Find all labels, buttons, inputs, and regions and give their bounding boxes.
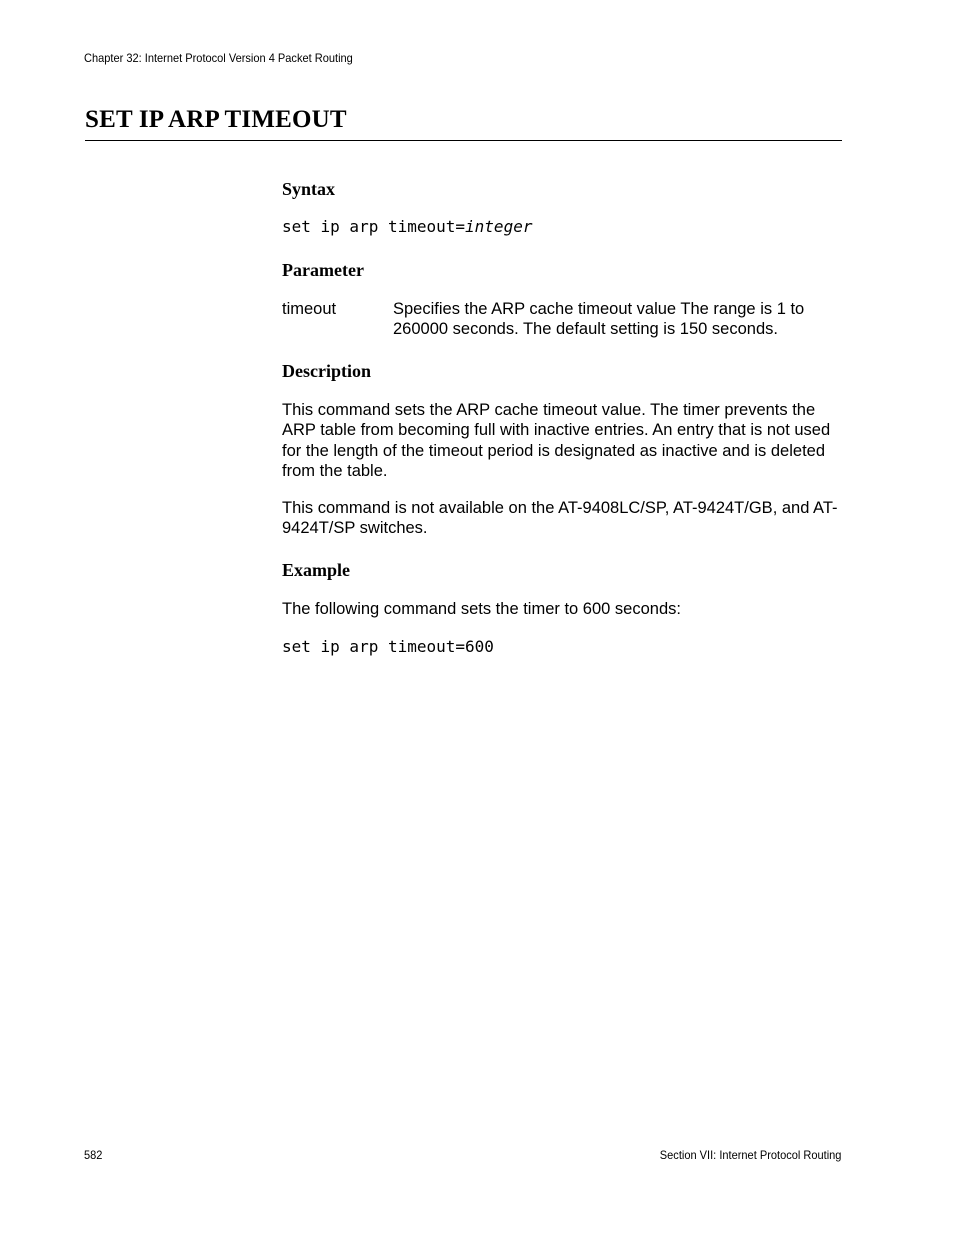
running-header: Chapter 32: Internet Protocol Version 4 Packet Routing: [84, 51, 353, 65]
syntax-command: [282, 217, 532, 236]
example-text: The following command sets the timer to 600 seconds:: [282, 600, 681, 618]
syntax-heading: Syntax: [282, 179, 336, 199]
description-paragraph-1: This command sets the ARP cache timeout value. The timer prevents the ARP table from becoming full with inactive entries. An entry that is not used for the length of the timeout period is designated as inactive and is deleted from the table.: [282, 401, 831, 480]
syntax-argument: integer: [465, 217, 533, 236]
parameter-description: Specifies the ARP cache timeout value The range is 1 to 260000 seconds. The default setting is 150 seconds.: [393, 300, 805, 339]
example-heading: Example: [282, 560, 351, 580]
parameter-heading: Parameter: [282, 260, 364, 280]
page-title: SET IP ARP TIMEOUT: [85, 106, 347, 133]
parameter-name: timeout: [282, 300, 337, 318]
description-heading: Description: [282, 361, 371, 381]
example-command: set ip arp timeout=600: [282, 637, 494, 656]
syntax-command-text: set ip arp timeout=: [282, 217, 466, 236]
footer-section: Section VII: Internet Protocol Routing: [659, 1148, 841, 1162]
title-rule: [85, 140, 842, 141]
description-paragraph-2: This command is not available on the AT-9408LC/SP, AT-9424T/GB, and AT-9424T/SP switches.: [282, 499, 838, 538]
page-number: 582: [84, 1148, 103, 1162]
